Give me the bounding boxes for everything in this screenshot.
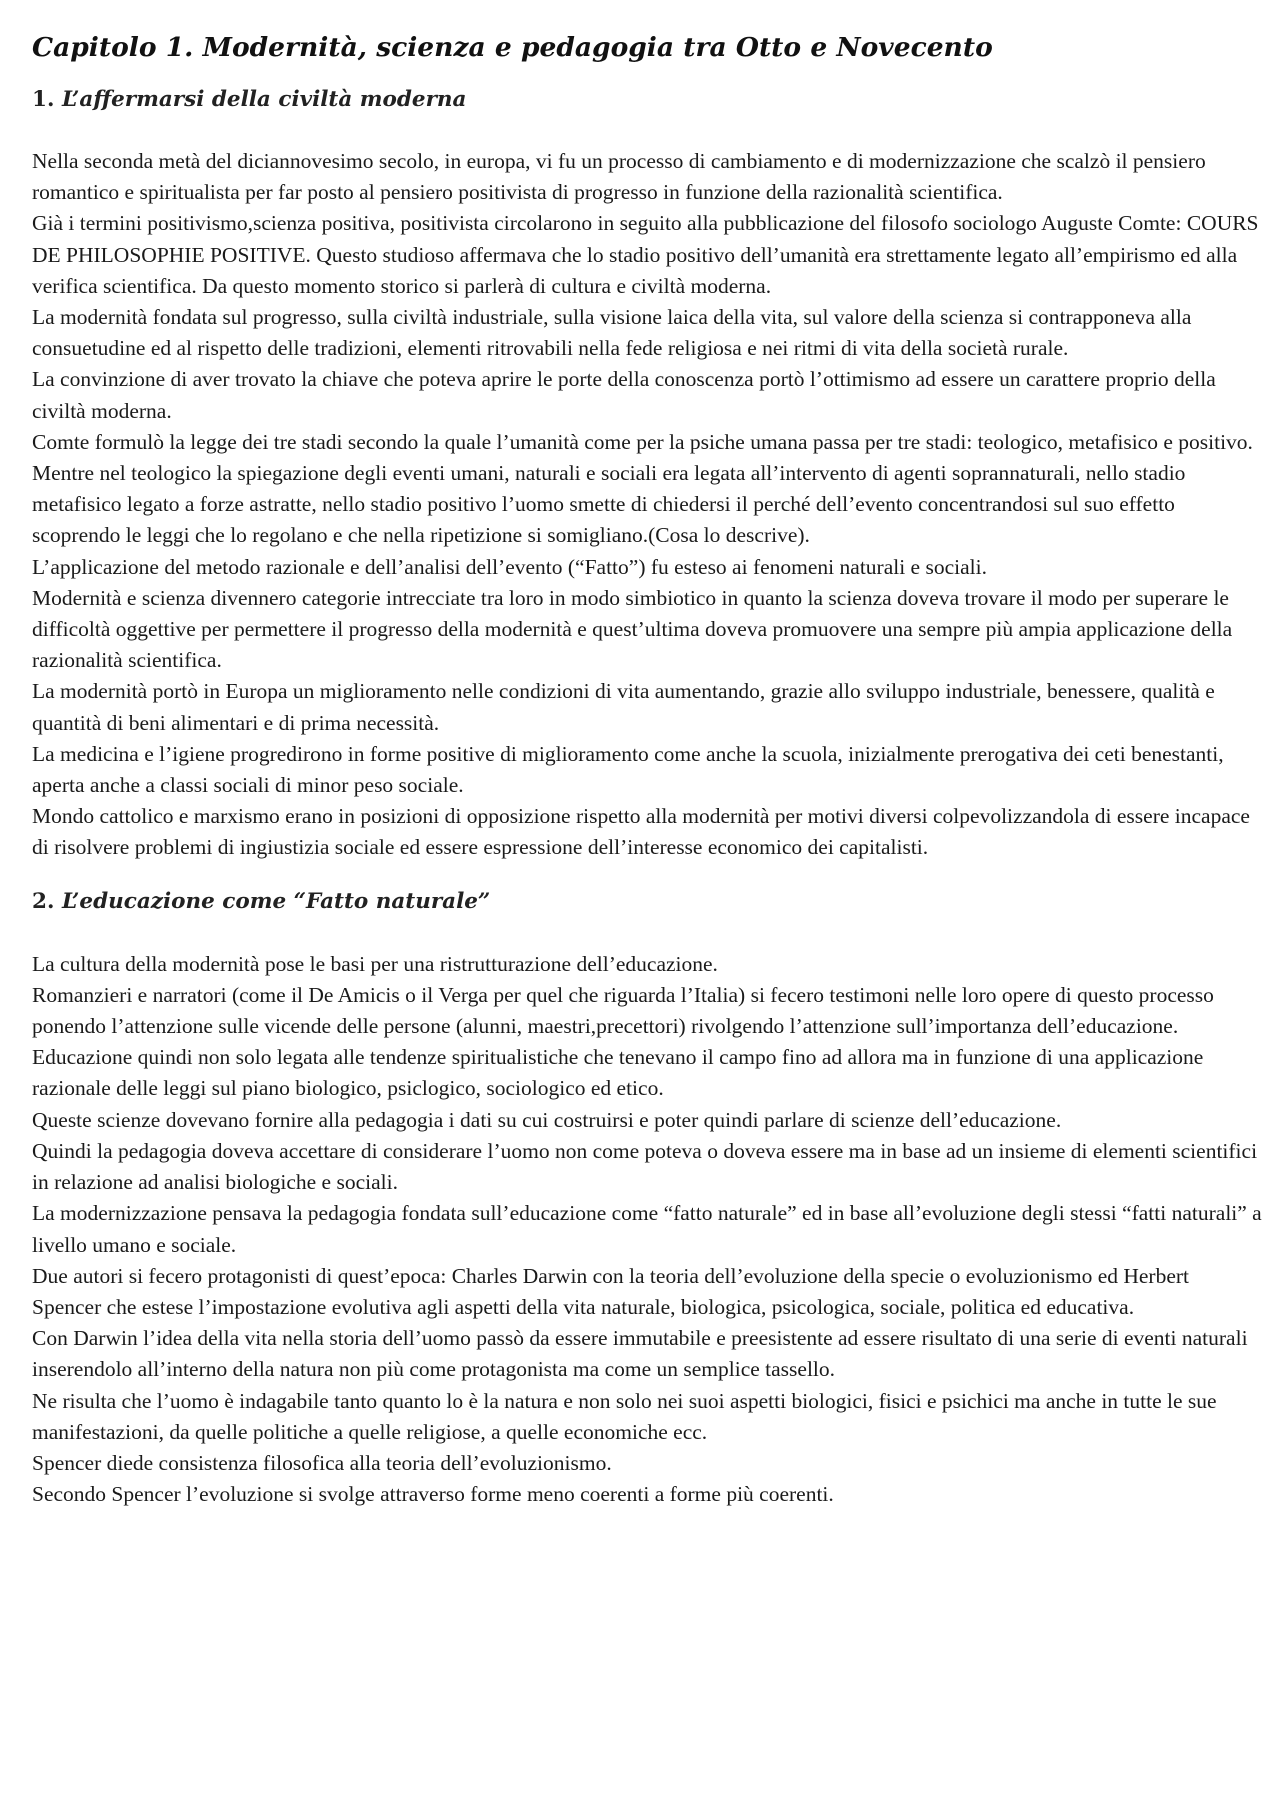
chapter-title: Capitolo 1. Modernità, scienza e pedagogia tra Otto e Novecento: [32, 32, 993, 63]
paragraph: Educazione quindi non solo legata alle tendenze spiritualistiche che tenevano il campo fino ad allora ma in funzione di una applicazione razionale delle leggi sul piano biologico, psiclogico, sociologico ed etico.: [32, 1045, 1204, 1101]
paragraph: L’applicazione del metodo razionale e dell’analisi dell’evento (“Fatto”) fu esteso ai fenomeni naturali e sociali.: [32, 554, 987, 579]
paragraph: La modernità fondata sul progresso, sulla civiltà industriale, sulla visione laica della vita, sul valore della scienza si contrapponeva alla consuetudine ed al rispetto delle tradizioni, elementi ritrovabili nella fede religiosa e nei ritmi di vita della società rurale.: [32, 305, 1192, 361]
section-2-title: L’educazione come “Fatto naturale”: [61, 888, 491, 914]
paragraph: Due autori si fecero protagonisti di quest’epoca: Charles Darwin con la teoria dell’evoluzione della specie o evoluzionismo ed Herbert Spencer che estese l’impostazione evolutiva agli aspetti della vita naturale, biologica, psicologica, sociale, politica ed educativa.: [32, 1263, 1190, 1319]
section-1-heading: [32, 84, 1262, 116]
paragraph: Già i termini positivismo,scienza positiva, positivista circolarono in seguito alla pubblicazione del filosofo sociologo Auguste Comte: COURS DE PHILOSOPHIE POSITIVE. Questo studioso affermava che lo stadio positivo dell’umanità era strettamente legato all’empirismo ed alla verifica scientifica. Da questo momento storico si parlerà di cultura e civiltà moderna.: [32, 211, 1259, 298]
document-page: [32, 26, 1262, 1510]
section-1-number: 1.: [32, 87, 55, 112]
section-2-body: [32, 949, 1262, 1511]
section-2-number: 2.: [32, 888, 55, 914]
paragraph: Quindi la pedagogia doveva accettare di considerare l’uomo non come poteva o doveva essere ma in base ad un insieme di elementi scientifici in relazione ad analisi biologiche e sociali.: [32, 1138, 1258, 1195]
paragraph: Con Darwin l’idea della vita nella storia dell’uomo passò da essere immutabile e preesistente ad essere risultato di una serie di eventi naturali inserendolo all’interno della natura non più come protagonista ma come un semplice tassello.: [32, 1326, 1248, 1382]
paragraph: La convinzione di aver trovato la chiave che poteva aprire le porte della conoscenza portò l’ottimismo ad essere un carattere proprio della civiltà moderna.: [32, 367, 1216, 423]
paragraph: Comte formulò la legge dei tre stadi secondo la quale l’umanità come per la psiche umana passa per tre stadi: teologico, metafisico e positivo. Mentre nel teologico la spiegazione degli eventi umani, naturali e sociali era legata all’intervento di agenti soprannaturali, nello stadio metafisico legato a forze astratte, nello stadio positivo l’uomo smette di chiedersi il perché dell’evento concentrandosi sul suo effetto scoprendo le leggi che lo regolano e che nella ripetizione si somigliano.(Cosa lo descrive).: [32, 429, 1253, 548]
paragraph: Mondo cattolico e marxismo erano in posizioni di opposizione rispetto alla modernità per motivi diversi colpevolizzandola di essere incapace di risolvere problemi di ingiustizia sociale ed essere espressione dell’interesse economico dei capitalisti.: [32, 804, 1250, 860]
section-2-heading: [32, 886, 1262, 918]
paragraph: La medicina e l’igiene progredirono in forme positive di miglioramento come anche la scuola, inizialmente prerogativa dei ceti benestanti, aperta anche a classi sociali di minor peso sociale.: [32, 741, 1224, 798]
paragraph: Nella seconda metà del diciannovesimo secolo, in europa, vi fu un processo di cambiamento e di modernizzazione che scalzò il pensiero romantico e spiritualista per far posto al pensiero positivista di progresso in funzione della razionalità scientifica.: [32, 149, 1206, 205]
paragraph: Romanzieri e narratori (come il De Amicis o il Verga per quel che riguarda l’Italia) si fecero testimoni nelle loro opere di questo processo ponendo l’attenzione sulle vicende delle persone (alunni, maestri,precettori) rivolgendo l’attenzione sull’importanza dell’educazione.: [32, 982, 1214, 1039]
paragraph: Modernità e scienza divennero categorie intrecciate tra loro in modo simbiotico in quanto la scienza doveva trovare il modo per superare le difficoltà oggettive per permettere il progresso della modernità e quest’ultima doveva promuovere una sempre più ampia applicazione della razionalità scientifica.: [32, 585, 1233, 673]
paragraph: La modernizzazione pensava la pedagogia fondata sull’educazione come “fatto naturale” ed in base all’evoluzione degli stessi “fatti naturali” a livello umano e sociale.: [32, 1201, 1262, 1257]
paragraph: La modernità portò in Europa un miglioramento nelle condizioni di vita aumentando, grazie allo sviluppo industriale, benessere, qualità e quantità di beni alimentari e di prima necessità.: [32, 679, 1215, 735]
section-1-title: L’affermarsi della civiltà moderna: [61, 87, 467, 112]
section-1-body: [32, 146, 1262, 864]
paragraph: Spencer diede consistenza filosofica alla teoria dell’evoluzionismo.: [32, 1450, 612, 1475]
paragraph: Secondo Spencer l’evoluzione si svolge attraverso forme meno coerenti a forme più coerenti.: [32, 1482, 834, 1507]
paragraph: Ne risulta che l’uomo è indagabile tanto quanto lo è la natura e non solo nei suoi aspetti biologici, fisici e psichici ma anche in tutte le sue manifestazioni, da quelle politiche a quelle religiose, a quelle economiche ecc.: [32, 1388, 1217, 1444]
paragraph: La cultura della modernità pose le basi per una ristrutturazione dell’educazione.: [32, 951, 718, 976]
paragraph: Queste scienze dovevano fornire alla pedagogia i dati su cui costruirsi e poter quindi parlare di scienze dell’educazione.: [32, 1107, 1062, 1132]
